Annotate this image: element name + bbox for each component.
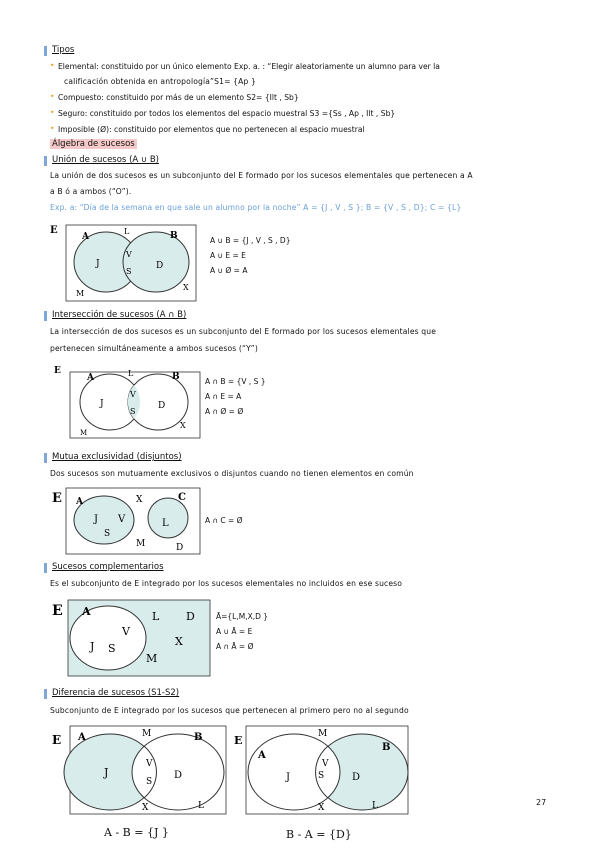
svg-text:V: V (130, 390, 136, 399)
svg-text:D: D (176, 543, 184, 553)
svg-text:V: V (126, 250, 132, 259)
svg-text:X: X (142, 803, 149, 813)
svg-text:J: J (286, 772, 291, 783)
svg-text:D: D (158, 401, 166, 411)
svg-text:X: X (180, 421, 186, 430)
svg-text:M: M (76, 289, 85, 298)
svg-text:L: L (124, 227, 130, 236)
union-heading: Unión de sucesos (A ∪ B) (48, 155, 159, 165)
mutua-venn-diagram (48, 486, 204, 556)
svg-text:L: L (372, 801, 378, 811)
svg-text:L: L (152, 610, 160, 623)
svg-text:E: E (52, 491, 62, 506)
svg-text:X: X (136, 495, 143, 505)
diferencia-heading: Diferencia de sucesos (S1-S2) (48, 688, 179, 698)
svg-text:S: S (318, 771, 325, 781)
label-e: E (50, 225, 58, 236)
svg-text:V: V (146, 759, 153, 769)
bullet-seguro: • Seguro: constituido por todos los elementos del espacio muestral S3 ={Ss , Ap , Ilt , Sb} (58, 109, 395, 118)
svg-text:D: D (174, 770, 183, 781)
page-number: 27 (536, 798, 547, 807)
interseccion-text-1: La intersección de dos sucesos es un subconjunto del E formado por los sucesos elementales que (50, 327, 437, 336)
svg-text:J: J (90, 640, 95, 653)
svg-text:J: J (100, 399, 104, 409)
svg-text:M: M (136, 539, 146, 549)
diferencia-text: Subconjunto de E integrado por los sucesos que pertenecen al primero pero no al segundo (50, 706, 409, 715)
svg-text:A: A (87, 373, 94, 383)
svg-text:B: B (172, 372, 180, 382)
interseccion-venn-diagram (52, 362, 204, 440)
mutua-text: Dos sucesos son mutuamente exclusivos o disjuntos cuando no tienen elementos en común (50, 469, 414, 478)
svg-text:B: B (170, 231, 178, 241)
svg-text:S: S (146, 777, 153, 787)
svg-text:S: S (108, 642, 116, 655)
union-text-2: a B ó a ambos (“O”). (50, 187, 132, 196)
svg-text:L: L (128, 369, 134, 378)
svg-text:X: X (318, 803, 325, 813)
union-equations: A ∪ B = {J , V , S , D} A ∪ E = E A ∪ Ø = A (210, 236, 291, 275)
union-example: Exp. a: “Día de la semana en que sale un alumno por la noche” A = {J , V , S }; B = {V , S , D}; C = {L} (50, 203, 462, 212)
complementarios-heading: Sucesos complementarios (48, 562, 164, 572)
svg-text:A: A (258, 750, 266, 761)
complementarios-venn-diagram (48, 598, 214, 678)
bullet-imposible: • Imposible (Ø): constituido por elementos que no pertenecen al espacio muestral (58, 125, 365, 134)
union-venn-diagram (48, 222, 208, 304)
interseccion-equations: A ∩ B = {V , S } A ∩ E = A A ∩ Ø = Ø (205, 377, 266, 416)
bullet-elemental: • Elemental: constituido por un único elemento Exp. a. : “Elegir aleatoriamente un alumno para ver la (58, 62, 440, 71)
bullet-elemental-cont: calificación obtenida en antropología”S1= {Ap } (64, 77, 256, 86)
interseccion-text-2: pertenecen simultáneamente a ambos sucesos (“Y”) (50, 344, 258, 353)
svg-text:V: V (122, 625, 130, 638)
svg-text:X: X (175, 635, 183, 648)
svg-text:A: A (82, 232, 89, 242)
svg-text:V: V (118, 514, 126, 525)
diferencia-left-caption: A - B = {J } (104, 826, 169, 839)
union-text-1: La unión de dos sucesos es un subconjunto del E formado por los sucesos elementales que pertenecen a A (50, 171, 473, 180)
svg-text:D: D (186, 610, 195, 623)
bullet-compuesto: • Compuesto: constituido por más de un elemento S2= {Ilt , Sb} (58, 93, 299, 102)
svg-text:B: B (194, 732, 203, 743)
svg-text:X: X (183, 283, 189, 292)
mutua-heading: Mutua exclusividad (disjuntos) (48, 452, 182, 462)
svg-text:L: L (198, 801, 204, 811)
svg-text:C: C (178, 492, 186, 503)
svg-text:M: M (80, 429, 88, 437)
svg-text:J: J (96, 259, 100, 269)
svg-text:S: S (130, 407, 136, 416)
svg-text:A: A (78, 732, 86, 743)
diferencia-right-venn (232, 722, 412, 818)
svg-text:S: S (104, 529, 111, 539)
mutua-equation: A ∩ C = Ø (205, 516, 243, 525)
svg-text:V: V (322, 759, 329, 769)
svg-text:D: D (156, 261, 164, 271)
svg-text:A: A (82, 605, 91, 618)
complementarios-text: Es el subconjunto de E integrado por los sucesos elementales no incluidos en ese suceso (50, 579, 403, 588)
svg-text:M: M (142, 729, 152, 739)
svg-text:D: D (352, 772, 361, 783)
complementarios-equations: Ā={L,M,X,D } A ∪ Ā = E A ∩ Ā = Ø (216, 612, 269, 651)
svg-text:J: J (104, 766, 109, 779)
svg-text:M: M (318, 729, 328, 739)
svg-text:E: E (234, 734, 243, 747)
interseccion-heading: Intersección de sucesos (A ∩ B) (48, 310, 186, 320)
svg-text:A: A (76, 497, 83, 507)
svg-text:S: S (126, 267, 132, 276)
svg-text:E: E (52, 733, 62, 747)
svg-text:M: M (146, 652, 158, 665)
svg-text:E: E (54, 366, 61, 376)
diferencia-left-venn (48, 722, 230, 818)
svg-text:L: L (162, 518, 169, 529)
tipos-heading: Tipos (48, 45, 74, 55)
svg-text:J: J (94, 514, 99, 525)
diferencia-right-caption: B - A = {D} (286, 828, 352, 841)
svg-text:B: B (382, 742, 391, 753)
svg-text:E: E (52, 603, 63, 619)
algebra-heading: Álgebra de sucesos (52, 139, 135, 149)
